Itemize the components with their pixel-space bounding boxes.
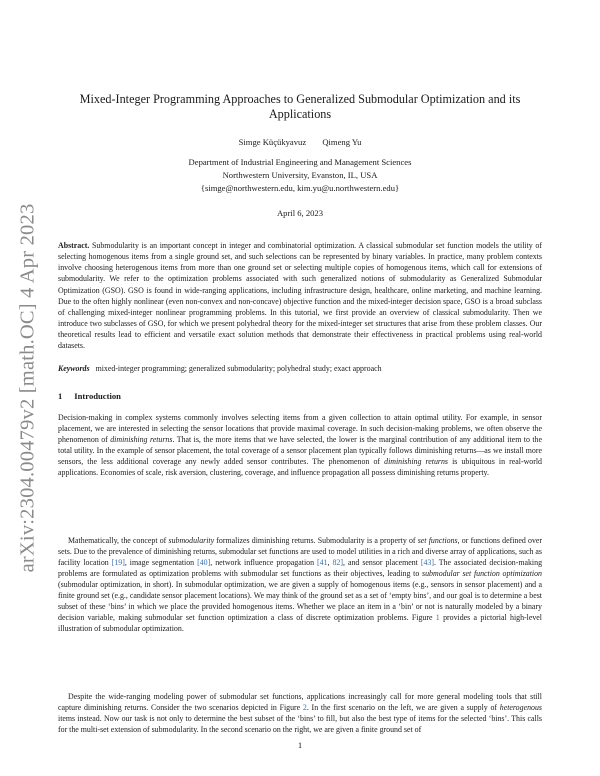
keywords-text: mixed-integer programming; generalized submodularity; polyhedral study; exact approach bbox=[95, 364, 382, 373]
para3-text-c: items instead. Now our task is not only to determine the best subset of the ‘bins’ to fill, but also the best type of items for the selected ‘bins’. This calls for the multi-set extension of submodularity. In the second scenario on the right, we are given a finite ground set of bbox=[58, 714, 542, 735]
author-1: Simge Küçükyavuz bbox=[238, 137, 307, 147]
section-heading bbox=[58, 391, 121, 401]
paragraph-2: Mathematically, the concept of submodularity formalizes diminishing returns. Submodularity is a property of set functions, or functions defined over sets. Due to the prevalence of diminishing returns, submodular set functions are used to model utilities in a rich and diverse array of applications, such as facility location [19], image segmentation [40], network influence propagation [41, 82], and sensor placement [43]. The associated decision-making problems are formulated as optimization problems with submodular set functions as their objectives, leading to submodular set function optimization (submodular optimization, in short). In submodular optimization, we are given a supply of homogenous items (e.g., sensors in sensor placement) and a finite ground set (e.g., candidate sensor placement locations). We may think of the ground set as a set of ‘empty bins’, and our goal is to determine a best subset of these ‘bins’ in which we place the provided homogenous items. Whether we place an item in a ‘bin’ or not is naturally modeled by a binary decision variable, making submodular set function optimization a class of discrete optimization problems. Figure 1 provides a pictorial high-level illustration of submodular optimization. bbox=[58, 536, 543, 634]
para2-text-e: , network influence propagation bbox=[210, 558, 317, 568]
para1-emph-2: diminishing returns bbox=[384, 457, 449, 467]
para3-emph-1: heterogenous bbox=[499, 703, 542, 713]
keywords-label: Keywords bbox=[58, 364, 90, 373]
page-number: 1 bbox=[297, 740, 303, 750]
paragraph-3 bbox=[58, 691, 542, 735]
para2-emph-2: set functions bbox=[417, 536, 458, 545]
affiliation-emails: {simge@northwestern.edu, kim.yu@u.northwestern.edu} bbox=[200, 183, 400, 194]
citation-link[interactable]: [41 bbox=[317, 558, 328, 568]
para2-text-f: , and sensor placement bbox=[343, 558, 421, 568]
para3-text-b: . In the first scenario on the left, we are given a supply of bbox=[306, 703, 500, 713]
para1-emph-1: diminishing returns bbox=[110, 435, 173, 445]
paragraph-1 bbox=[58, 412, 542, 478]
paper-date: April 6, 2023 bbox=[276, 208, 324, 218]
section-number: 1 bbox=[58, 391, 63, 401]
citation-link[interactable]: [19] bbox=[111, 558, 125, 568]
para2-text-c: , or functions defined over sets. Due to the prevalence of diminishing returns, submodular set functions are used to model utilities in a rich and diverse array of applications, such as facility location bbox=[58, 536, 543, 568]
affiliation bbox=[0, 156, 600, 196]
paper-title: Mixed-Integer Programming Approaches to Generalized Submodular Optimization and its Applications bbox=[79, 92, 521, 121]
para2-text-a: Mathematically, the concept of bbox=[68, 536, 169, 545]
citation-link[interactable]: [40] bbox=[197, 558, 211, 568]
para2-text-i: provides a pictorial high-level illustration of submodular optimization. bbox=[58, 613, 542, 634]
arxiv-stamp-text: arXiv:2304.00479v2 [math.OC] 4 Apr 2023 bbox=[16, 203, 39, 573]
para2-text-d: , image segmentation bbox=[124, 558, 198, 568]
affiliation-univ: Northwestern University, Evanston, IL, USA bbox=[222, 170, 378, 181]
abstract bbox=[58, 240, 542, 352]
figure-link[interactable]: 2 bbox=[302, 703, 307, 713]
para2-text-h: (submodular optimization, in short). In submodular optimization, we are given a supply of homogenous items (e.g., sensors in sensor placement) and a finite ground set (e.g., candidate sensor placement locations). We may think of the ground set as a set of ‘empty bins’, and our goal is to determine a best subset of these ‘bins’ in which we place the provided homogenous items. Whether we place an item in a ‘bin’ or not is naturally modeled by a binary decision variable, making submodular set function optimization a class of discrete optimization problems. Figure bbox=[58, 580, 542, 623]
affiliation-dept: Department of Industrial Engineering and Management Sciences bbox=[188, 157, 412, 167]
para2-emph-1: submodularity bbox=[168, 536, 215, 545]
keywords bbox=[58, 364, 542, 373]
abstract-text: Submodularity is an important concept in integer and combinatorial optimization. A classical submodular set function models the utility of selecting homogenous items from a single ground set, and such selections can be represented by binary variables. In practice, many problem contexts involve choosing heterogenous items from more than one ground set or selecting multiple copies of homogenous items, which call for extensions of submodularity. We refer to the optimization problems associated with such generalized notions of submodularity as Generalized Submodular Optimization (GSO). GSO is found in wide-ranging applications, including infrastructure design, healthcare, online marketing, and machine learning. Due to the often highly nonlinear (even non-convex and non-concave) objective function and the mixed-integer decision space, GSO is a broad subclass of challenging mixed-integer nonlinear programming problems. In this tutorial, we first provide an overview of classical submodularity. Then we introduce two subclasses of GSO, for which we present polyhedral theory for the mixed-integer set structures that arise from these problem classes. Our theoretical results lead to efficient and versatile exact solution methods that demonstrate their effectiveness in practical problems using real-world datasets. bbox=[58, 241, 542, 351]
para1-text-a: Decision-making in complex systems commonly involves selecting items from a given collection to attain optimal utility. For example, in sensor placement, we are interested in selecting the sensor locations that provide maximal coverage. In such decision-making problems, we often observe the phenomenon of bbox=[58, 413, 542, 445]
citation-link[interactable]: [43] bbox=[420, 558, 434, 568]
para1-text-c: is ubiquitous in real-world applications. Economies of scale, risk aversion, clustering, coverage, and influence propagation all possess diminishing returns property. bbox=[58, 457, 542, 478]
author-2: Qimeng Yu bbox=[322, 137, 362, 147]
para3-text-a: Despite the wide-ranging modeling power of submodular set functions, applications increasingly call for more general modeling tools that still capture diminishing returns. Consider the two scenarios depicted in Figure bbox=[58, 692, 542, 713]
para1-text-b: . That is, the more items that we have selected, the lower is the marginal contribution of any additional item to the total utility. In the example of sensor placement, the total coverage of a sensor placement plan typically follows diminishing returns—as we install more sensors, the less additional coverage any newly added sensor contributes. The phenomenon of bbox=[58, 435, 543, 467]
abstract-label: Abstract. bbox=[58, 241, 90, 250]
para2-emph-3: submodular set function optimization bbox=[422, 569, 542, 579]
para2-text-g: . The associated decision-making problems are formulated as optimization problems with submodular set functions as their objectives, leading to bbox=[58, 558, 543, 579]
author-list bbox=[0, 137, 600, 147]
citation-link[interactable]: 82] bbox=[332, 558, 344, 568]
figure-link[interactable]: 1 bbox=[435, 613, 440, 623]
para2-text-b: formalizes diminishing returns. Submodularity is a property of bbox=[214, 536, 418, 545]
section-title: Introduction bbox=[74, 391, 121, 401]
